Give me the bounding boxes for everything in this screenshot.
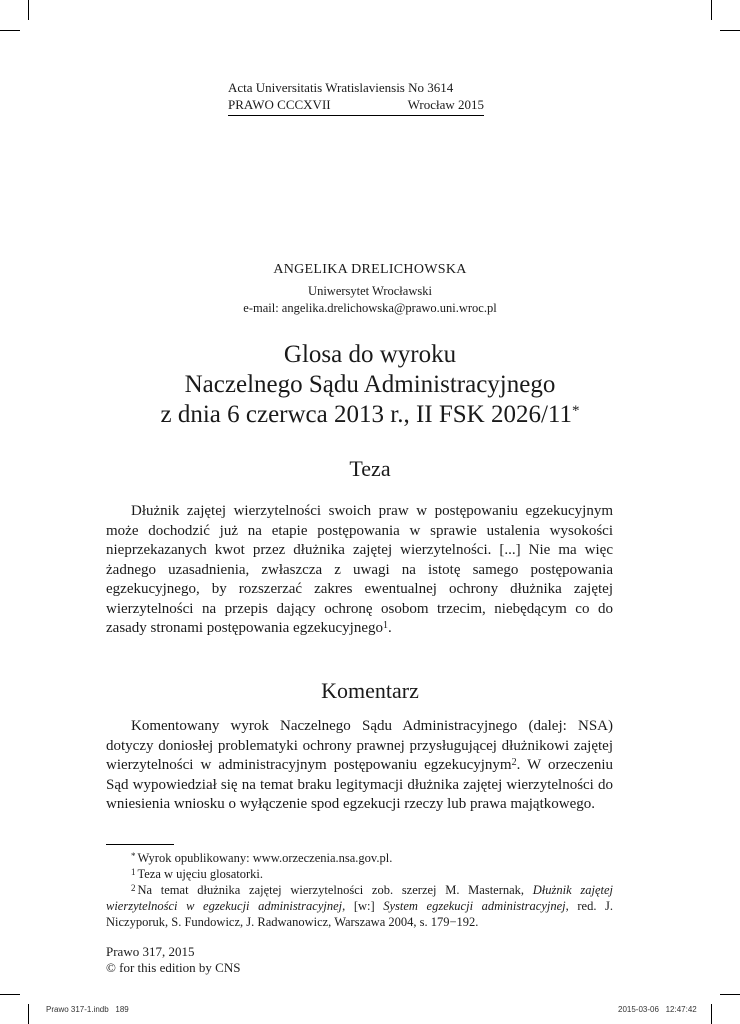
publication-line-1: Prawo 317, 2015 xyxy=(106,944,195,959)
section-heading-komentarz: Komentarz xyxy=(321,678,419,703)
title-line-1: Glosa do wyroku xyxy=(283,341,457,368)
crop-mark-br-vertical xyxy=(711,1004,712,1024)
crop-mark-tl-vertical xyxy=(28,0,29,20)
publication-info xyxy=(106,944,240,976)
section-heading-teza: Teza xyxy=(349,456,391,481)
print-slug-timestamp: 2015-03-06 12:47:42 xyxy=(618,1005,697,1014)
footnote-2: $^2$ Na temat dłużnika zajętej wierzytelności zob. szerzej M. Masternak, Dłużnik zajętej wierzytelności w egzekucji administracyjnej, [w:] System egzekucji administracyjnej, red. J. Niczyporuk, S. Fundowicz, J. Radwanowicz, Warszawa 2004, s. 179−192. xyxy=(106,883,614,929)
author-email: e-mail: angelika.drelichowska@prawo.uni.wroc.pl xyxy=(243,301,497,315)
header-rule xyxy=(228,115,484,116)
commentary-paragraph xyxy=(106,717,613,815)
crop-mark-bl-horizontal xyxy=(0,994,20,995)
print-slug-file: Prawo 317-1.indb 189 xyxy=(46,1005,129,1014)
author-affiliation: Uniwersytet Wrocławski xyxy=(308,284,432,298)
article-title xyxy=(0,340,740,430)
footnote-ref-2: 2 xyxy=(511,757,517,768)
footnotes xyxy=(106,850,613,930)
journal-name: Acta Universitatis Wratislaviensis No 3614 xyxy=(228,80,454,95)
title-footnote-marker: * xyxy=(571,403,580,419)
crop-mark-br-horizontal xyxy=(720,994,740,995)
title-line-2: Naczelnego Sądu Administracyjnego xyxy=(184,371,556,398)
journal-series: PRAWO CCCXVII xyxy=(228,97,331,112)
journal-place-year: Wrocław 2015 xyxy=(407,97,484,112)
crop-mark-tl-horizontal xyxy=(0,30,20,31)
crop-mark-tr-vertical xyxy=(711,0,712,20)
thesis-text: Dłużnik zajętej wierzytelności swoich praw w postępowaniu egzekucyjnym może dochodzić już na etapie postępowania w sprawie ustalenia wysokości nieprzekazanych kwot przez dłużnika zajętej wierzytelności. [...] Nie ma więc żadnego uzasadnienia, zwłaszcza z uwagi na istotę samego postępowania egzekucyjnego, by rozszerzać zakres ewentualnej ochrony dłużnika zajętej wierzytelności na przepis dający ochronę osobom trzecim, niebędącym co do zasady stronami postępowania egzekucyjnego xyxy=(106,503,613,636)
footnote-ref-1: 1 xyxy=(383,620,388,631)
title-line-3: z dnia 6 czerwca 2013 r., II FSK 2026/11* xyxy=(160,401,580,428)
publication-line-2: © for this edition by CNS xyxy=(106,960,241,975)
footnote-star: * Wyrok opublikowany: www.orzeczenia.nsa.gov.pl. xyxy=(131,851,393,865)
commentary-text-part2: . W orzeczeniu Sąd wypowiedział się na temat braku legitymacji dłużnika zajętej wierzytelności do wniesienia wniosku o wyłączenie spod egzekucji rzeczy lub prawa majątkowego. xyxy=(106,757,613,812)
crop-mark-bl-vertical xyxy=(28,1004,29,1024)
crop-mark-tr-horizontal xyxy=(720,30,740,31)
author-name: ANGELIKA DRELICHOWSKA xyxy=(273,262,467,277)
thesis-paragraph: Dłużnik zajętej wierzytelności swoich praw w postępowaniu egzekucyjnym może dochodzić już na etapie postępowania w sprawie ustalenia wysokości nieprzekazanych kwot przez dłużnika zajętej wierzytelności. [...] Nie ma więc żadnego uzasadnienia, zwłaszcza z uwagi na istotę samego postępowania egzekucyjnego, by rozszerzać zakres ewentualnej ochrony dłużnika zajętej wierzytelności na przepis dający ochronę osobom trzecim, niebędącym co do zasady stronami postępowania egzekucyjnego$^1$. xyxy=(106,503,613,636)
footnote-rule xyxy=(106,844,174,845)
commentary-text-part1: Komentowany wyrok Naczelnego Sądu Administracyjnego (dalej: NSA) dotyczy doniosłej problematyki ochrony prawnej przysługującej dłużnikowi zajętej wierzytelności w administracyjnym postępowaniu egzekucyjnym xyxy=(106,718,613,773)
journal-header xyxy=(228,79,484,116)
footnote-1: $^1$ Teza w ujęciu glosatorki. xyxy=(131,867,263,881)
